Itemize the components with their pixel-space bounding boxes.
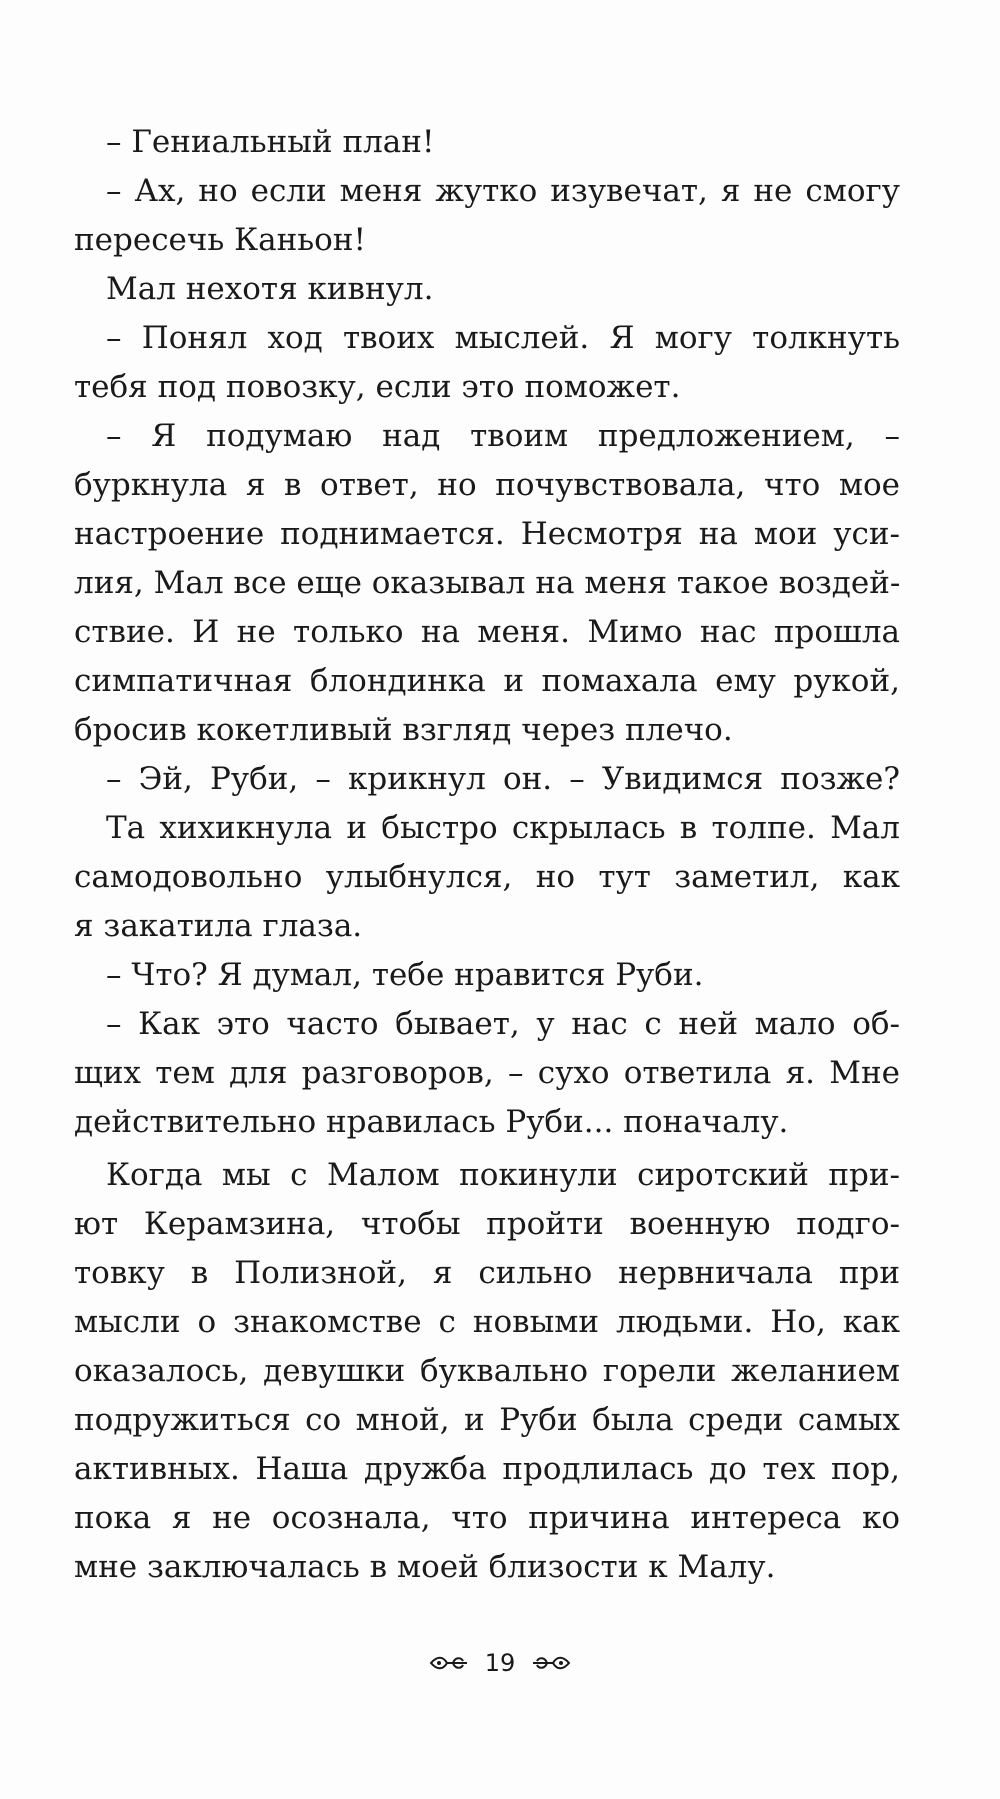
text-line: пока я не осознала, что причина интереса ко bbox=[74, 1500, 900, 1536]
text-line: действительно нравилась Руби... поначалу. bbox=[74, 1104, 789, 1140]
floral-ornament-icon bbox=[531, 1654, 571, 1672]
text-line: – Что? Я думал, тебе нравится Руби. bbox=[106, 957, 704, 993]
text-line: ют Керамзина, чтобы пройти военную подго- bbox=[74, 1206, 900, 1242]
text-line: – Я подумаю над твоим предложением, – bbox=[106, 418, 900, 454]
text-line: пересечь Каньон! bbox=[74, 222, 366, 258]
text-line: – Понял ход твоих мыслей. Я могу толкнуть bbox=[106, 320, 900, 356]
text-line: – Гениальный план! bbox=[106, 124, 435, 160]
text-line: бросив кокетливый взгляд через плечо. bbox=[74, 712, 733, 748]
text-line: тебя под повозку, если это поможет. bbox=[74, 369, 681, 405]
text-line: Когда мы с Малом покинули сиротский при- bbox=[106, 1157, 900, 1193]
text-line: лия, Мал все еще оказывал на меня такое воздей- bbox=[74, 565, 901, 601]
text-line: активных. Наша дружба продлилась до тех пор, bbox=[74, 1451, 900, 1487]
text-line: оказалось, девушки буквально горели желанием bbox=[74, 1353, 900, 1389]
text-line: – Ах, но если меня жутко изувечат, я не смогу bbox=[106, 173, 900, 209]
text-line: товку в Полизной, я сильно нервничала при bbox=[74, 1255, 900, 1291]
text-line: подружиться со мной, и Руби была среди самых bbox=[74, 1402, 900, 1438]
text-line: самодовольно улыбнулся, но тут заметил, как bbox=[74, 859, 900, 895]
text-line: ствие. И не только на меня. Мимо нас прошла bbox=[74, 614, 900, 650]
text-line: я закатила глаза. bbox=[74, 908, 363, 944]
text-line: – Как это часто бывает, у нас с ней мало об- bbox=[106, 1006, 900, 1042]
page-number: 19 bbox=[484, 1649, 516, 1677]
text-line: мысли о знакомстве с новыми людьми. Но, как bbox=[74, 1304, 900, 1340]
text-line: мне заключалась в моей близости к Малу. bbox=[74, 1549, 776, 1585]
text-line: Мал нехотя кивнул. bbox=[106, 271, 434, 307]
page-body-text bbox=[74, 118, 900, 1592]
text-line: щих тем для разговоров, – сухо ответила я. Мне bbox=[74, 1055, 900, 1091]
text-line: – Эй, Руби, – крикнул он. – Увидимся позже? bbox=[106, 761, 900, 797]
text-line: буркнула я в ответ, но почувствовала, что мое bbox=[74, 467, 900, 503]
page-footer bbox=[0, 1648, 1000, 1677]
text-line: настроение поднимается. Несмотря на мои уси- bbox=[74, 516, 900, 552]
text-line: Та хихикнула и быстро скрылась в толпе. Мал bbox=[106, 810, 900, 846]
text-line: симпатичная блондинка и помахала ему рукой, bbox=[74, 663, 900, 699]
floral-ornament-icon bbox=[429, 1654, 469, 1672]
